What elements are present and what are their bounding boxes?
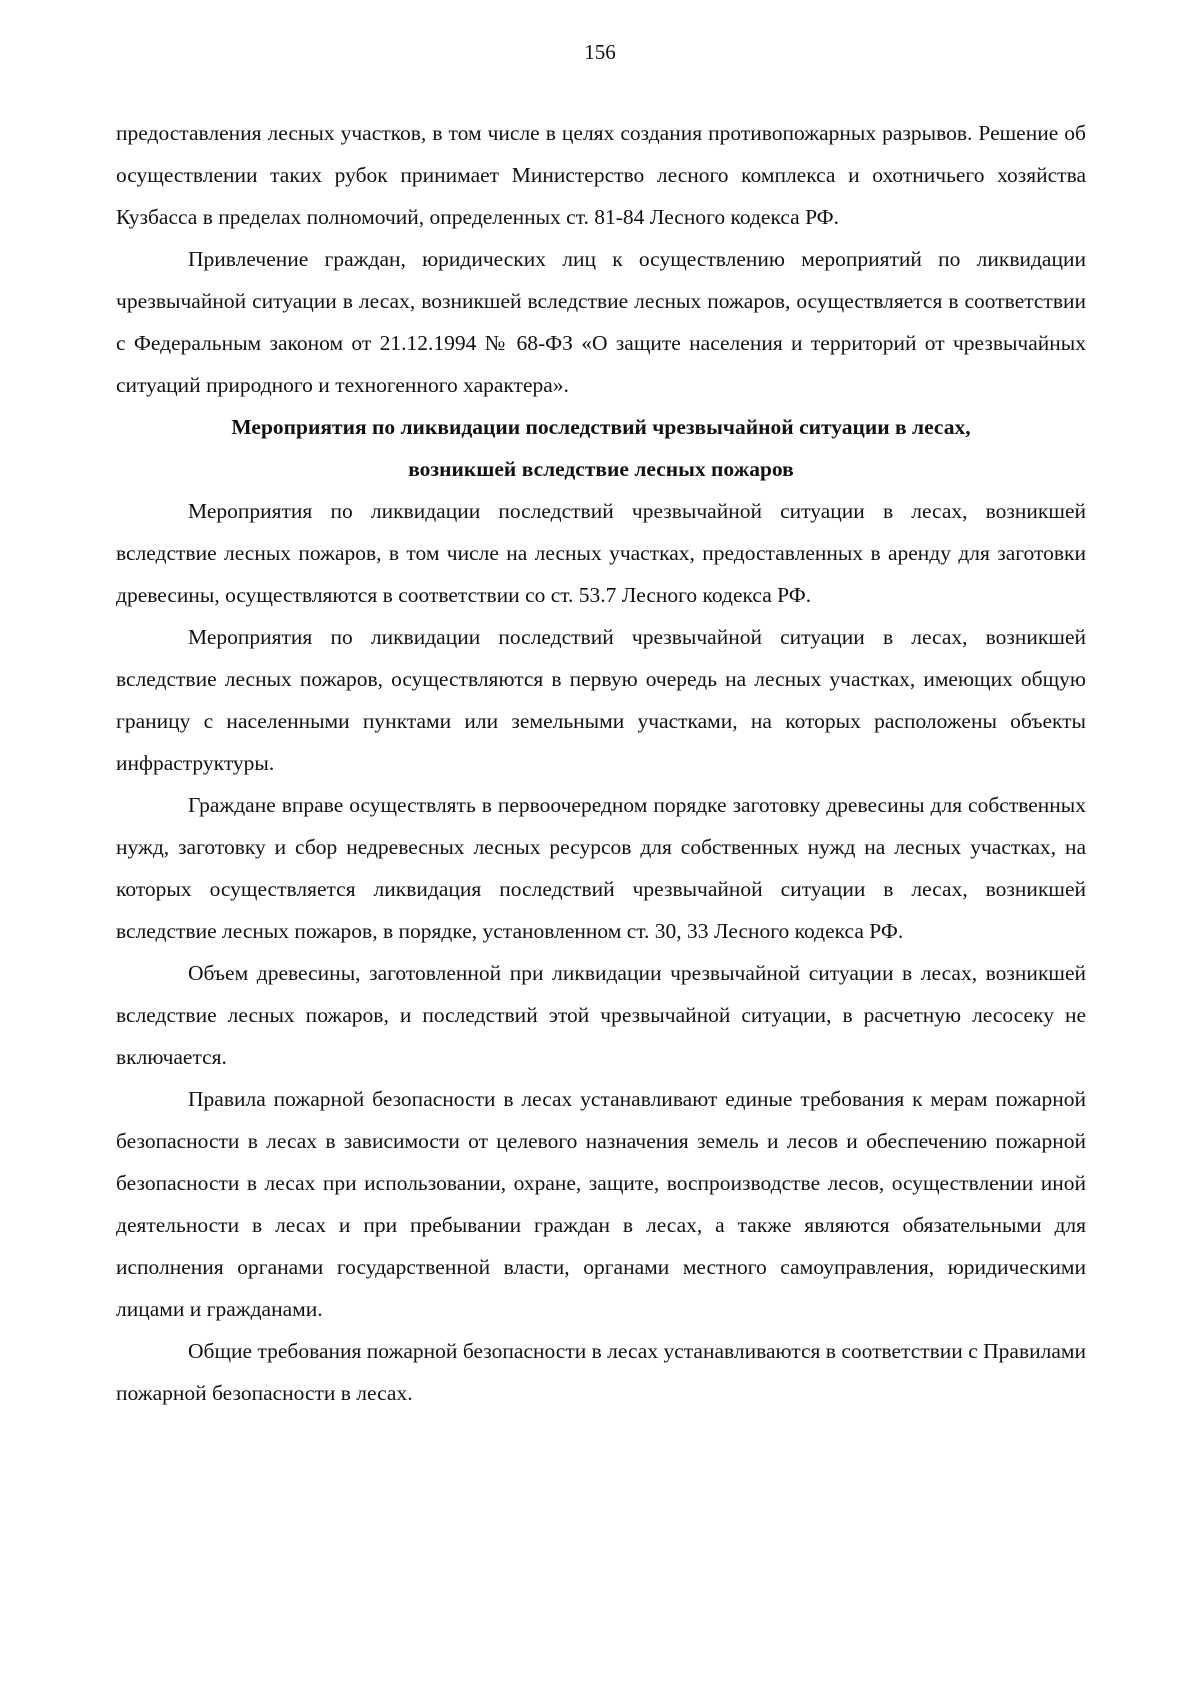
- section-heading-line: Мероприятия по ликвидации последствий чрезвычайной ситуации в лесах,: [231, 415, 971, 439]
- paragraph: Общие требования пожарной безопасности в лесах устанавливаются в соответствии с Правилами пожарной безопасности в лесах.: [116, 1339, 1086, 1405]
- paragraph: Мероприятия по ликвидации последствий чрезвычайной ситуации в лесах, возникшей вследствие лесных пожаров, осуществляются в первую очередь на лесных участках, имеющих общую границу с населенными пунктами или земельными участками, на которых расположены объекты инфраструктуры.: [116, 625, 1086, 775]
- paragraph: Правила пожарной безопасности в лесах устанавливают единые требования к мерам пожарной безопасности в лесах в зависимости от целевого назначения земель и лесов и обеспечению пожарной безопасности в лесах при использовании, охране, защите, воспроизводстве лесов, осуществлении иной деятельности в лесах и при пребывании граждан в лесах, а также являются обязательными для исполнения органами государственной власти, органами местного самоуправления, юридическими лицами и гражданами.: [116, 1087, 1086, 1321]
- paragraph: Объем древесины, заготовленной при ликвидации чрезвычайной ситуации в лесах, возникшей вследствие лесных пожаров, и последствий этой чрезвычайной ситуации, в расчетную лесосеку не включается.: [116, 961, 1086, 1069]
- paragraph: Мероприятия по ликвидации последствий чрезвычайной ситуации в лесах, возникшей вследствие лесных пожаров, в том числе на лесных участках, предоставленных в аренду для заготовки древесины, осуществляются в соответствии со ст. 53.7 Лесного кодекса РФ.: [116, 499, 1086, 607]
- document-body: [116, 112, 1086, 1414]
- paragraph: Привлечение граждан, юридических лиц к осуществлению мероприятий по ликвидации чрезвычайной ситуации в лесах, возникшей вследствие лесных пожаров, осуществляется в соответствии с Федеральным законом от 21.12.1994 № 68-ФЗ «О защите населения и территорий от чрезвычайных ситуаций природного и техногенного характера».: [116, 247, 1086, 397]
- paragraph: Граждане вправе осуществлять в первоочередном порядке заготовку древесины для собственных нужд, заготовку и сбор недревесных лесных ресурсов для собственных нужд на лесных участках, на которых осуществляется ликвидация последствий чрезвычайной ситуации в лесах, возникшей вследствие лесных пожаров, в порядке, установленном ст. 30, 33 Лесного кодекса РФ.: [116, 793, 1086, 943]
- page-number: 156: [584, 40, 616, 64]
- paragraph-continuation: предоставления лесных участков, в том числе в целях создания противопожарных разрывов. Решение об осуществлении таких рубок принимает Министерство лесного комплекса и охотничьего хозяйства Кузбасса в пределах полномочий, определенных ст. 81-84 Лесного кодекса РФ.: [116, 121, 1086, 229]
- section-heading-line: возникшей вследствие лесных пожаров: [408, 457, 794, 481]
- section-heading: [116, 406, 1086, 490]
